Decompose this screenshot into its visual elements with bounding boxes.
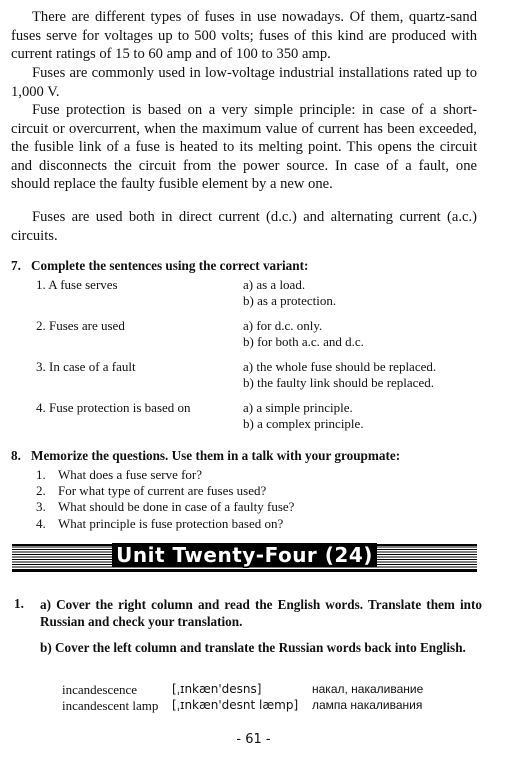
sentence-start: 3. In case of a fault xyxy=(36,359,136,374)
task-1b-instruction: b) Cover the left column and translate the Russian words back into English. xyxy=(40,640,466,655)
vocab-transcription: [ˌɪnkæn'desnt læmp] xyxy=(172,698,299,712)
question-number: 1. xyxy=(36,467,46,482)
paragraph-fuse-principle: Fuse protection is based on a very simple principle: in case of a short-circuit or overcurrent, when the maximum value of current has been exceeded, the fusible link of a fuse is heated to its melting point. This opens the circuit and disconnects the circuit from the power source. In case of a fault, one should replace the faulty fusible element by a new one. xyxy=(11,102,477,193)
question-item xyxy=(36,499,294,515)
sentence-start: 1. A fuse serves xyxy=(36,277,118,292)
question-text: What does a fuse serve for? xyxy=(58,467,203,482)
variant-b: b) for both a.c. and d.c. xyxy=(243,334,364,349)
exercise-7-heading xyxy=(11,258,308,274)
vocab-word: incandescent lamp xyxy=(62,698,159,713)
exercise-8-title: Memorize the questions. Use them in a talk with your groupmate: xyxy=(31,448,401,463)
question-text: What principle is fuse protection based on? xyxy=(58,515,284,531)
exercise-8-heading xyxy=(11,448,400,464)
variant-a: a) for d.c. only. xyxy=(243,318,323,333)
variant-a: a) a simple principle. xyxy=(243,400,353,415)
question-number: 3. xyxy=(36,499,46,515)
vocab-translation: лампа накаливания xyxy=(312,698,423,712)
vocab-transcription: [ˌɪnkæn'desns] xyxy=(172,682,262,696)
exercise-7-title: Complete the sentences using the correct variant: xyxy=(31,258,309,273)
unit-banner xyxy=(12,544,477,572)
paragraph-fuse-circuits: Fuses are used both in direct current (d.c.) and alternating current (a.c.) circuits. xyxy=(11,209,477,244)
variant-a: a) the whole fuse should be replaced. xyxy=(243,359,437,374)
exercise-7-number: 7. xyxy=(11,258,21,273)
unit-title xyxy=(12,543,477,567)
variant-a: a) as a load. xyxy=(243,277,306,292)
question-text: What should be done in case of a faulty fuse? xyxy=(58,499,295,515)
page-number: - 61 - xyxy=(236,732,271,747)
sentence-start: 4. Fuse protection is based on xyxy=(36,400,191,415)
sentence-start: 2. Fuses are used xyxy=(36,318,125,333)
paragraph-fuse-usage: Fuses are commonly used in low-voltage industrial installations rated up to 1,000 V. xyxy=(11,65,477,100)
question-list xyxy=(36,467,294,532)
variant-b: b) the faulty link should be replaced. xyxy=(243,375,434,390)
variant-b: b) as a protection. xyxy=(243,293,337,308)
exercise-8-number: 8. xyxy=(11,448,21,463)
question-number: 2. xyxy=(36,483,46,499)
question-item xyxy=(36,483,294,499)
variant-b: b) a complex principle. xyxy=(243,416,364,431)
question-item xyxy=(36,516,294,532)
task-1a-instruction: a) Cover the right column and read the English words. Translate them into Russian and check your translation. xyxy=(40,597,482,629)
paragraph-fuse-types: There are different types of fuses in use nowadays. Of them, quartz-sand fuses serve for voltages up to 500 volts; fuses of this kind are produced with current ratings of 15 to 60 amp and of 100 to 350 amp. xyxy=(11,9,477,63)
question-number: 4. xyxy=(36,515,46,531)
question-text: For what type of current are fuses used? xyxy=(58,483,267,499)
unit-title-text: Unit Twenty-Four (24) xyxy=(112,543,377,567)
vocab-word: incandescence xyxy=(62,682,138,697)
task-1-number: 1. xyxy=(14,596,24,611)
vocab-translation: накал, накаливание xyxy=(312,682,424,696)
question-item xyxy=(36,467,294,483)
